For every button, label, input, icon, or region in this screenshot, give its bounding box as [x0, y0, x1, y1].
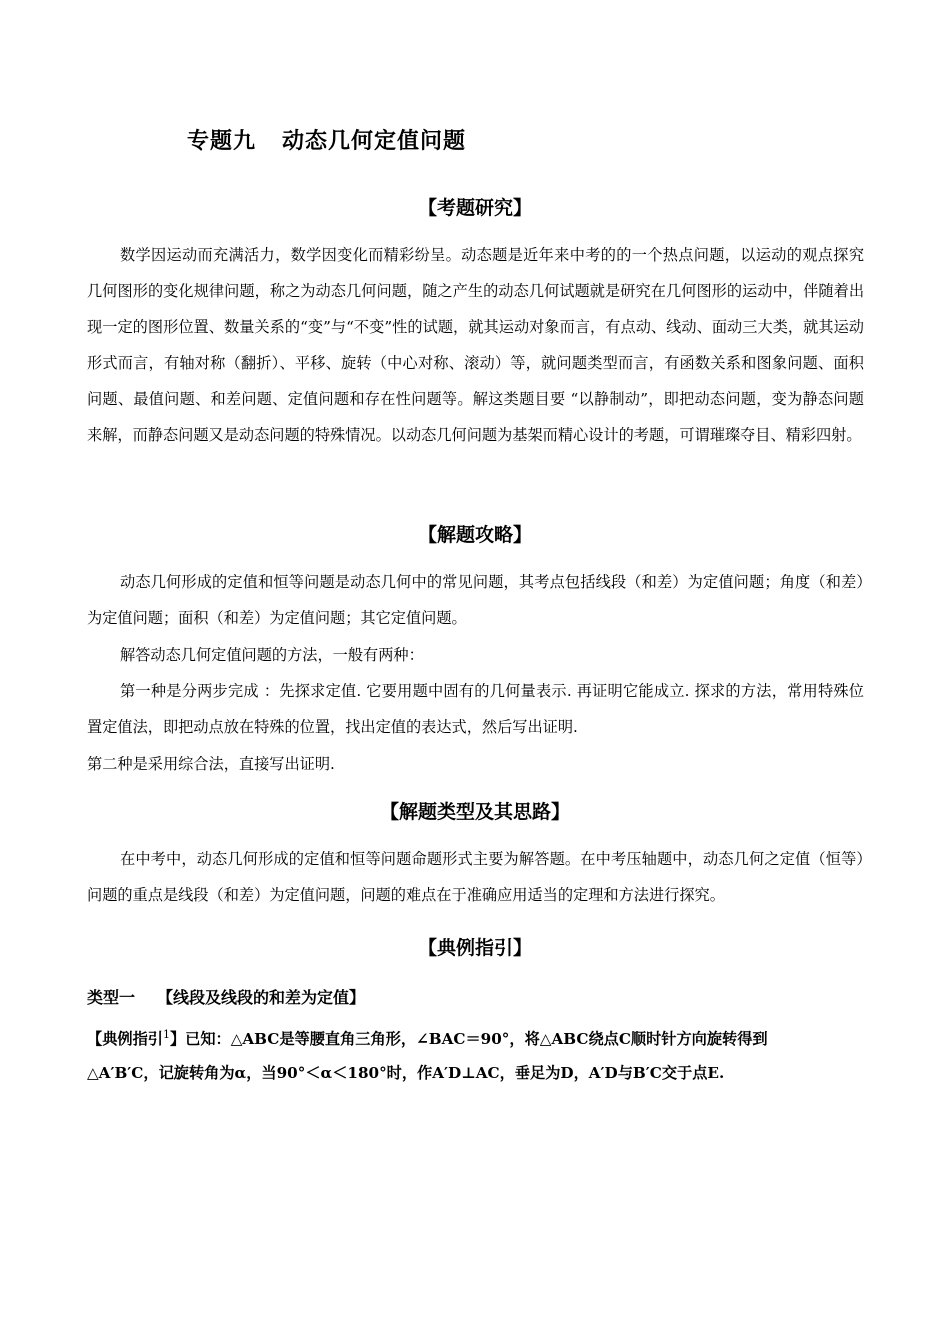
example-text-1: 已知：△ABC是等腰直角三角形，∠BAC＝90°，将△ABC绕点C顺时针方向旋转得到	[185, 1030, 768, 1049]
heading-strategy: 【解题攻略】	[417, 524, 532, 546]
strategy-paragraph-2: 解答动态几何定值问题的方法，一般有两种：	[120, 646, 424, 664]
research-paragraph: 数学因运动而充满活力，数学因变化而精彩纷呈。动态题是近年来中考的的一个热点问题，以运动的观点探究几何图形的变化规律问题，称之为动态几何问题，随之产生的动态几何试题就是研究在几何图形的运动中，伴随着出现一定的图形位置、数量关系的“变”与“不变”性的试题，就其运动对象而言，有点动、线动、面动三大类，就其运动形式而言，有轴对称（翻折）、平移、旋转（中心对称、滚动）等，就问题类型而言，有函数关系和图象问题、面积问题、最值问题、和差问题、定值问题和存在性问题等。解这类题目要 “以静制动”，即把动态问题，变为静态问题来解，而静态问题又是动态问题的特殊情况。以动态几何问题为基架而精心设计的考题，可谓璀璨夺目、精彩四射。	[87, 246, 864, 444]
heading-examples: 【典例指引】	[417, 937, 532, 959]
heading-types: 【解题类型及其思路】	[379, 801, 570, 823]
strategy-paragraph-1: 动态几何形成的定值和恒等问题是动态几何中的常见问题，其考点包括线段（和差）为定值问题；角度（和差）为定值问题；面积（和差）为定值问题；其它定值问题。	[87, 573, 864, 627]
example-line-2: △A′B′C，记旋转角为α，当90°＜α＜180°时，作A′D⊥AC，垂足为D，A′D与B′C交于点E.	[87, 1064, 725, 1082]
type-title: 【线段及线段的和差为定值】	[157, 988, 366, 1007]
title-main: 专题九	[187, 128, 257, 154]
example-tag: 【典例指引	[87, 1030, 163, 1049]
type-label: 类型一	[87, 988, 136, 1007]
example-number: 1	[162, 1028, 170, 1041]
strategy-paragraph-3: 第一种是分两步完成 ：先探求定值. 它要用题中固有的几何量表示. 再证明它能成立. 探求的方法，常用特殊位置定值法，即把动点放在特殊的位置，找出定值的表达式，然后写出证明.	[87, 682, 864, 736]
type-one-heading	[87, 985, 365, 1008]
types-paragraph: 在中考中，动态几何形成的定值和恒等问题命题形式主要为解答题。在中考压轴题中，动态几何之定值（恒等）问题的重点是线段（和差）为定值问题，问题的难点在于准确应用适当的定理和方法进行探究。	[87, 850, 864, 904]
example-tag-end: 】	[169, 1030, 186, 1049]
title-sub: 动态几何定值问题	[282, 128, 467, 154]
page-title	[187, 124, 466, 155]
example-line-1	[87, 1017, 867, 1057]
strategy-paragraph-4: 第二种是采用综合法，直接写出证明.	[87, 755, 335, 773]
heading-research: 【考题研究】	[417, 197, 532, 219]
